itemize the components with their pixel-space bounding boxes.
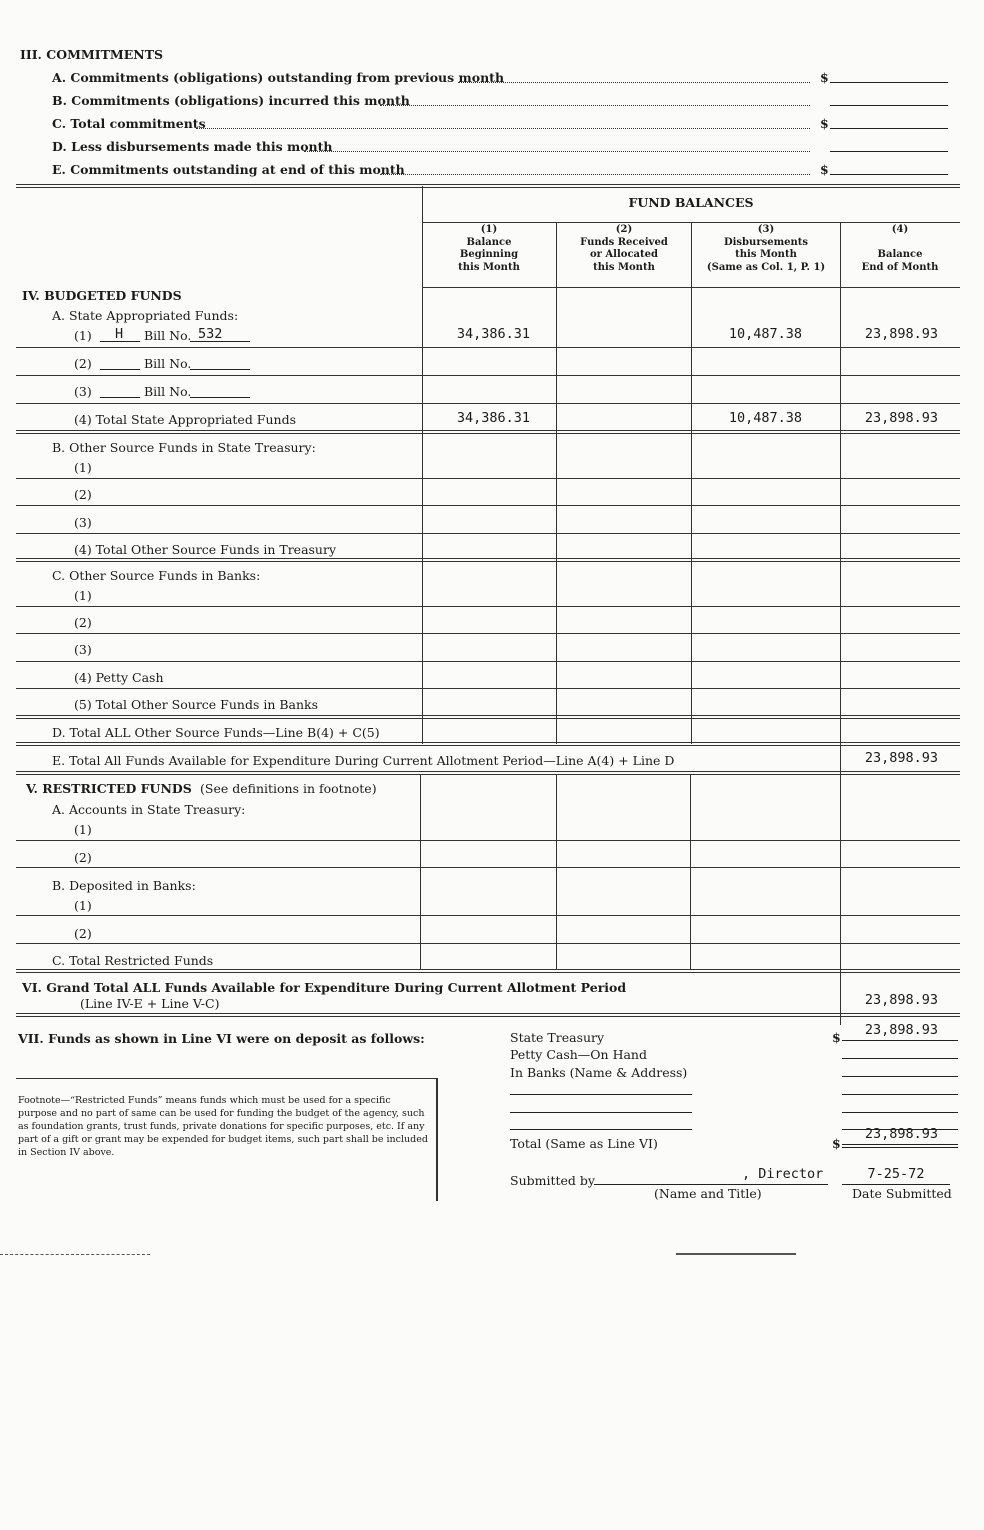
commitment-b-field[interactable] xyxy=(830,105,948,106)
commitment-line-d: D. Less disbursements made this month xyxy=(52,139,333,154)
bill-3-type-field[interactable] xyxy=(100,397,140,398)
date-submitted-caption: Date Submitted xyxy=(852,1186,952,1201)
in-banks-label: In Banks (Name & Address) xyxy=(510,1065,688,1080)
total-state-appropriated-label: (4) Total State Appropriated Funds xyxy=(74,412,296,427)
budgeted-funds-title: IV. BUDGETED FUNDS xyxy=(22,288,182,303)
deposit-label: VII. Funds as shown in Line VI were on deposit as follows: xyxy=(18,1031,425,1046)
deposit-total-value: 23,898.93 xyxy=(864,1126,938,1142)
other-source-treasury-title: B. Other Source Funds in State Treasury: xyxy=(52,440,316,455)
state-treasury-value: 23,898.93 xyxy=(864,1022,938,1038)
bill-1-col-3: 10,487.38 xyxy=(728,326,802,342)
name-title-caption: (Name and Title) xyxy=(654,1186,762,1201)
submitted-title: , Director xyxy=(742,1166,824,1182)
commitment-c-field[interactable] xyxy=(830,128,948,129)
submitted-by-field[interactable] xyxy=(594,1184,828,1185)
commitment-line-b: B. Commitments (obligations) incurred this month xyxy=(52,93,410,108)
accounts-state-treasury-title: A. Accounts in State Treasury: xyxy=(52,802,246,817)
footnote-text: Footnote—“Restricted Funds” means funds which must be used for a specific purpose and no part of same can be used for funding the budget of the agency, such as foundation grants, trust funds, private donations for specific purposes, etc. If any part of a gift or grant may be expended for budget items, such part shall be included in Section IV above. xyxy=(18,1095,428,1158)
bank-name-field-2[interactable] xyxy=(510,1112,692,1113)
bill-1-number: 532 xyxy=(198,326,223,342)
grand-total-value: 23,898.93 xyxy=(864,992,938,1008)
col-4-header: (4) Balance End of Month xyxy=(861,224,939,273)
col-2-header: (2) Funds Received or Allocated this Month xyxy=(580,224,668,273)
petty-cash-field[interactable] xyxy=(842,1058,958,1059)
commitment-a-field[interactable] xyxy=(830,82,948,83)
bank-name-field-1[interactable] xyxy=(510,1094,692,1095)
bill-2-type-field[interactable] xyxy=(100,369,140,370)
total-a-col-1: 34,386.31 xyxy=(456,410,530,426)
col-1-header: (1) Balance Beginning this Month xyxy=(458,224,520,273)
bill-2-number-field[interactable] xyxy=(190,369,250,370)
commitment-d-field[interactable] xyxy=(830,151,948,152)
bill-1-type: H xyxy=(115,326,124,342)
fund-balances-title: FUND BALANCES xyxy=(628,195,754,210)
commitment-e-field[interactable] xyxy=(830,174,948,175)
restricted-funds-title: V. RESTRICTED FUNDS xyxy=(26,781,192,796)
state-treasury-label: State Treasury xyxy=(510,1030,605,1045)
total-other-banks-label: (5) Total Other Source Funds in Banks xyxy=(74,697,319,712)
other-source-banks-title: C. Other Source Funds in Banks: xyxy=(52,568,261,583)
in-banks-field-1[interactable] xyxy=(842,1076,958,1077)
petty-cash-on-hand-label: Petty Cash—On Hand xyxy=(510,1047,647,1062)
commitment-line-e: E. Commitments outstanding at end of this month xyxy=(52,162,405,177)
date-submitted-value: 7-25-72 xyxy=(867,1166,925,1182)
commitments-title: III. COMMITMENTS xyxy=(20,47,164,62)
col-3-header: (3) Disbursements this Month (Same as Col. 1, P. 1) xyxy=(706,224,826,273)
grand-total-label: VI. Grand Total ALL Funds Available for Expenditure During Current Allotment Period xyxy=(22,980,627,995)
in-banks-field-2[interactable] xyxy=(842,1094,958,1095)
total-all-funds-label: E. Total All Funds Available for Expenditure During Current Allotment Period—Line A(4) + Line D xyxy=(52,753,675,768)
commitment-line-c: C. Total commitments xyxy=(52,116,206,131)
petty-cash-label: (4) Petty Cash xyxy=(74,670,164,685)
commitment-line-a: A. Commitments (obligations) outstanding from previous month xyxy=(52,70,505,85)
grand-total-sub: (Line IV-E + Line V-C) xyxy=(80,996,220,1011)
bill-3-number-field[interactable] xyxy=(190,397,250,398)
deposited-banks-title: B. Deposited in Banks: xyxy=(52,878,196,893)
total-a-col-4: 23,898.93 xyxy=(864,410,938,426)
total-other-treasury-label: (4) Total Other Source Funds in Treasury xyxy=(74,542,337,557)
bill-1-col-1: 34,386.31 xyxy=(456,326,530,342)
bank-name-field-3[interactable] xyxy=(510,1129,692,1130)
total-all-funds-value: 23,898.93 xyxy=(864,750,938,766)
deposit-total-label: Total (Same as Line VI) xyxy=(510,1136,658,1151)
total-all-other-label: D. Total ALL Other Source Funds—Line B(4) + C(5) xyxy=(52,725,380,740)
restricted-funds-note: (See definitions in footnote) xyxy=(200,781,377,796)
bill-1-col-4: 23,898.93 xyxy=(864,326,938,342)
state-appropriated-title: A. State Appropriated Funds: xyxy=(52,308,239,323)
total-restricted-label: C. Total Restricted Funds xyxy=(52,953,214,968)
submitted-by-label: Submitted by xyxy=(510,1173,595,1188)
total-a-col-3: 10,487.38 xyxy=(728,410,802,426)
in-banks-field-3[interactable] xyxy=(842,1112,958,1113)
